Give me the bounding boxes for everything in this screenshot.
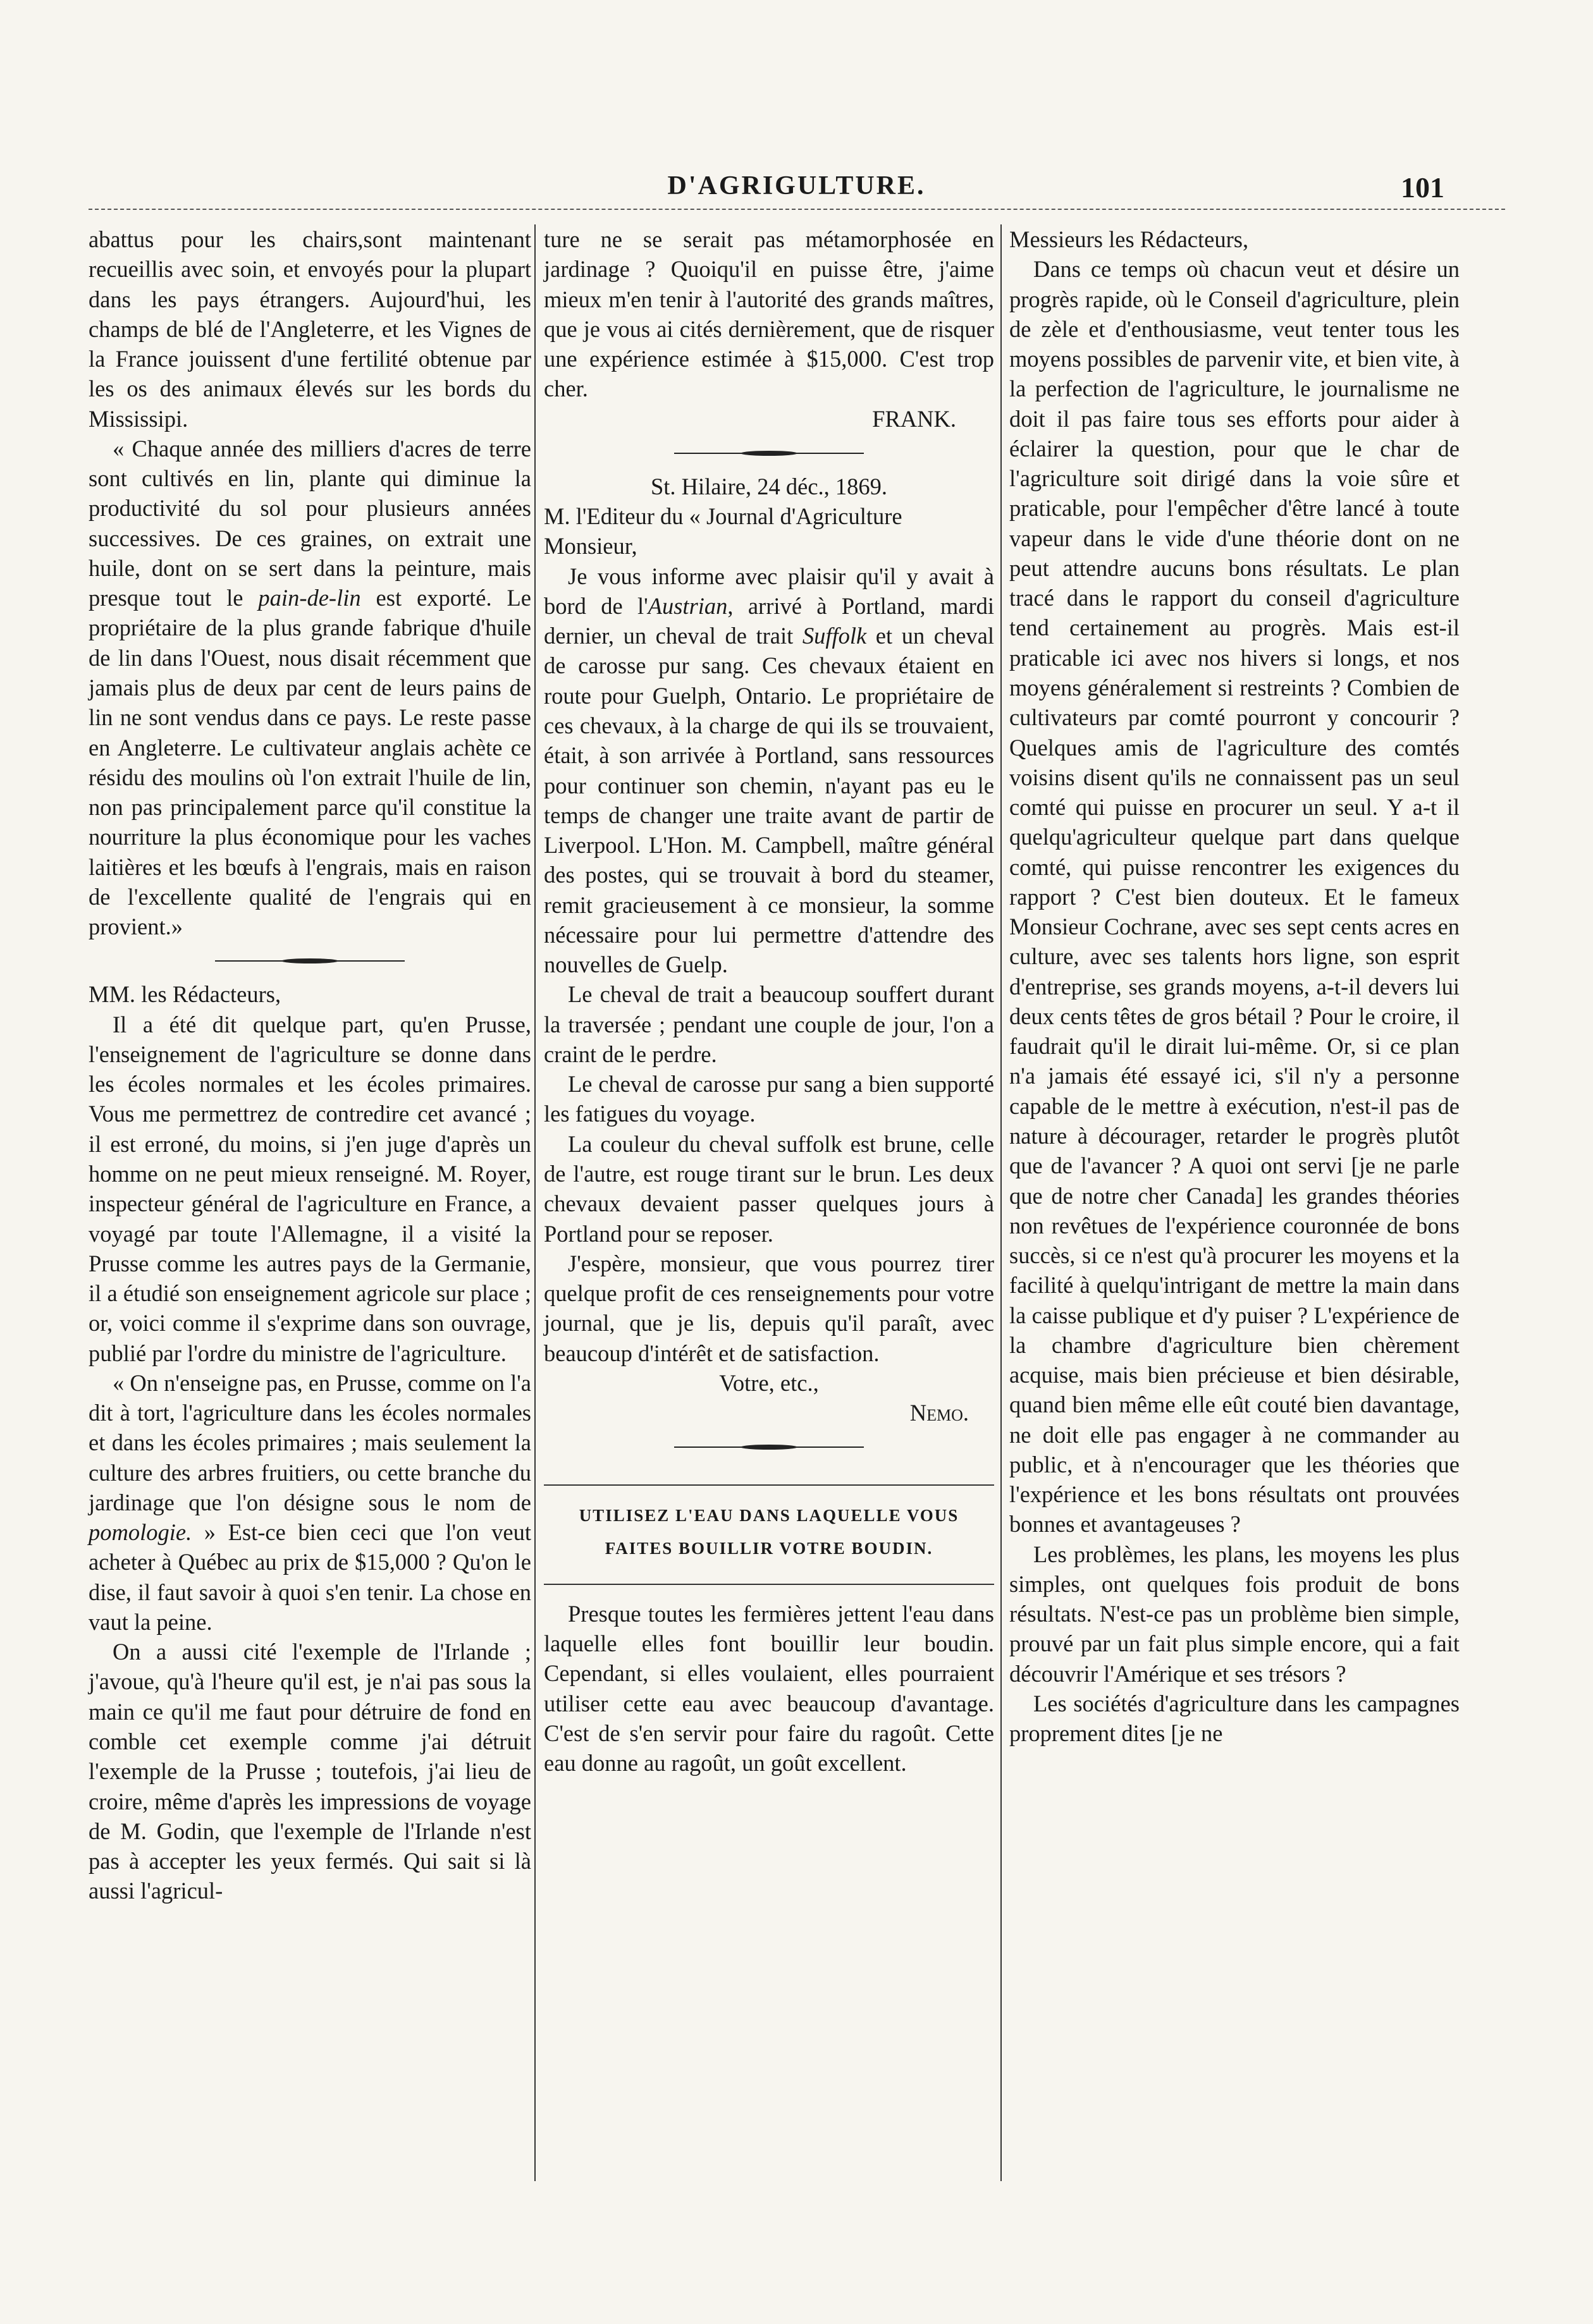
headline-line-1: UTILISEZ L'EAU DANS LAQUELLE VOUS [579,1506,959,1526]
col2-salutation: Monsieur, [544,533,637,560]
signature-nemo: Nemo. [909,1400,969,1426]
headline-line-2: FAITES BOUILLIR VOTRE BOUDIN. [605,1538,933,1558]
column-3 [1009,224,1460,1749]
col3-paragraph-1: Dans ce temps où chacun veut et désire un progrès rapide, où le Conseil d'agriculture, plein de zèle et d'enthousiasme, veut tenter tous les moyens possibles de parvenir vite, et bien vite, à la perfection de l'agriculture, le journalisme ne doit il pas faire tous ses efforts pour aider à éclairer la question, pour que le char de l'agriculture soit dirigé dans la voie sûre et praticable, pour l'empêcher d'être lancé à toute vapeur dans le vide d'une théorie dont on ne peut attendre aucuns bons résultats. Le plan tracé dans le rapport du conseil d'agriculture tend certainement au progrès. Mais est-il praticable ici avec nos hivers si longs, et nos moyens généralement si restreints ? Combien de cultivateurs par comté pourront y concourir ? Quelques amis de l'agriculture des comtés voisins disent qu'ils ne connaissent pas un seul comté qui puisse en procurer un seul. Y a-t il quelqu'agriculteur quelque part dans quelque comté, qui puisse rencontrer les exigences du rapport ? C'est bien douteux. Et le fameux Monsieur Cochrane, avec ses sept cents acres en culture, avec ses talents hors ligne, son esprit d'entreprise, ses grands moyens, a-t-il devers lui deux cents têtes de gros bétail ? Pour le croire, il faudrait qu'il le dirait lui-même. Or, si ce plan n'a jamais été essayé ici, s'il n'y a personne capable de le mettre à exécution, n'est-il pas de nature à décourager, retarder le progrès plutôt que de l'avancer ? A quoi ont servi [je ne parle que de notre cher Canada] les grandes théories non revêtues de l'expérience couronnée de bons succès, si ce n'est qu'à procurer les moyens et la facilité à quelqu'intrigant de mettre la main dans la caisse publique et d'y puiser ? L'expérience de la chambre d'agriculture bien chèrement acquise, mais bien précieuse et bien désirable, quand bien même elle eût couté bien davantage, ne doit elle pas engager à ne commander au public, et à n'encourager que les théories que l'expérience et les bons résultats ont prouvées bonnes et avantageuses ? [1009,256,1460,1538]
col1-p4-emphasis: pomologie. [89,1519,192,1546]
headline-rule [544,1484,994,1486]
col2-p2-text-b: , arrivé à Portland, mardi dernier, un cheval de trait [544,592,994,649]
page-number: 101 [1401,171,1444,204]
col1-p4-text: « On n'enseigne pas, en Prusse, comme on l'a dit à tort, l'agriculture dans les écoles normales et dans les écoles primaires ; mais seulement la culture des arbres fruitiers, ou cette branche du jardinage que l'on désigne sous le nom de [89,1369,531,1515]
col1-paragraph-3: Il a été dit quelque part, qu'en Prusse, l'enseignement de l'agriculture se donne dans les écoles normales et les écoles primaires. Vous me permettrez de contredire cet avancé ; il est erroné, du moins, si j'en juge d'après un homme on ne peut mieux renseigné. M. Royer, inspecteur général de l'agriculture en France, a voyagé par toute l'Allemagne, il a visité la Prusse comme les autres pays de la Germanie, il a étudié son enseignement agricole sur place ; or, voici comme il s'exprime dans son ouvrage, publié par l'ordre du ministre de l'agriculture. [89,1011,531,1366]
running-title: D'AGRIGULTURE. [667,171,926,200]
col2-paragraph-5: La couleur du cheval suffolk est brune, celle de l'autre, est rouge tirant sur le brun. Les deux chevaux devaient passer quelques jours à Portland pour se reposer. [544,1130,994,1247]
col1-paragraph-2 [89,434,531,942]
section-separator [544,434,994,472]
col2-paragraph-4: Le cheval de carosse pur sang a bien supporté les fatigues du voyage. [544,1071,994,1127]
col2-paragraph-2 [544,561,994,980]
section-separator [544,1428,994,1465]
col2-paragraph-1: ture ne se serait pas métamorphosée en jardinage ? Quoiqu'il en puisse être, j'aime mieux m'en tenir à l'autorité des grands maîtres, que je vous ai cités dernièrement, que de risquer une expérience estimée à $15,000. C'est trop cher. [544,226,994,402]
headline-rule [544,1584,994,1585]
col1-paragraph-5: On a aussi cité l'exemple de l'Irlande ; j'avoue, qu'à l'heure qu'il est, je n'ai pas sous la main ce qu'il me faut pour détruire de fond en comble cet exemple comme j'ai détruit l'exemple de la Prusse ; toutefois, j'ai lieu de croire, même d'après les impressions de voyage de M. Godin, que l'exemple de l'Irlande n'est pas à accepter les yeux fermés. Qui sait si là aussi l'agricul- [89,1639,531,1904]
col3-paragraph-2: Les problèmes, les plans, les moyens les plus simples, ont quelques fois produit de bons résultats. N'est-ce pas un problème bien simple, prouvé par un fait plus simple encore, qui a fait découvrir l'Amérique et ses trésors ? [1009,1541,1460,1687]
col1-paragraph-4 [89,1368,531,1637]
column-1 [89,224,531,1906]
breed-name: Suffolk [802,623,867,649]
address-line: M. l'Editeur du « Journal d'Agriculture [544,503,902,530]
col2-p2-text-a: Je vous informe avec plaisir qu'il y avait à bord de l' [544,563,994,619]
col1-paragraph-1: abattus pour les chairs,sont maintenant recueillis avec soin, et envoyés pour la plupart dans les pays étrangers. Aujourd'hui, les champs de blé de l'Angleterre, et les Vignes de la France jouissent d'une fertilité obtenue par les os des animaux élevés sur les bords du Mississipi. [89,226,531,432]
section-separator [89,941,531,979]
closing: Votre, etc., [719,1369,819,1396]
col2-p2-text-c: et un cheval de carosse pur sang. Ces chevaux étaient en route pour Guelph, Ontario. Le propriétaire de ces chevaux, à la charge de qui ils se trouvaient, était, à son arrivée à Portland, sans ressources pour continuer son chemin, n'ayant pas eu le temps de changer une traite avant de partir de Liverpool. L'Hon. M. Campbell, maître général des postes, qui se trouvait à bord du steamer, remit gracieusement à ce monsieur, la somme nécessaire pour lui permettre d'attendre des nouvelles de Guelp. [544,623,995,978]
col1-p2-text: « Chaque année des milliers d'acres de terre sont cultivés en lin, plante qui diminue la productivité du sol pour plusieurs années successives. De ces graines, on extrait une huile, dont on se sert dans la peinture, mais presque tout le [89,435,531,611]
running-head [89,171,1504,209]
col1-p4-tail: » Est-ce bien ceci que l'on veut acheter à Québec au prix de $15,000 ? Qu'on le dise, il faut savoir à quoi s'en tenir. La chose en vaut la peine. [89,1519,532,1635]
col1-p2-emphasis: pain-de-lin [258,585,361,611]
col3-paragraph-3: Les sociétés d'agriculture dans les campagnes proprement dites [je ne [1009,1691,1460,1747]
header-rule [89,209,1505,210]
col1-p2-tail: est exporté. Le propriétaire de la plus grande fabrique d'huile de lin dans l'Ouest, nous disait récemment que jamais plus de deux par cent de leurs pains de lin ne sont vendus dans ce pays. Le reste passe en Angleterre. Le cultivateur anglais achète ce résidu des moulins où l'on extrait l'huile de lin, non pas principalement parce qu'il constitue la nourriture la plus économique pour les vaches laitières et les bœufs à l'engrais, mais en raison de l'excellente qualité de l'engrais qui en provient.» [89,585,532,940]
column-rule-1 [534,224,536,2181]
col2-paragraph-3: Le cheval de trait a beaucoup souffert durant la traversée ; pendant une couple de jour, l'on a craint de le perdre. [544,981,994,1067]
ship-name: Austrian [648,592,728,619]
column-2 [544,224,994,1778]
column-rule-2 [1000,224,1002,2181]
article-headline [544,1500,994,1565]
col2-paragraph-6: J'espère, monsieur, que vous pourrez tirer quelque profit de ces renseignements pour votre journal, que je lis, depuis qu'il paraît, avec beaucoup d'intérêt et de satisfaction. [544,1250,994,1366]
signature-frank: FRANK. [872,405,956,432]
col3-salutation: Messieurs les Rédacteurs, [1009,226,1249,252]
dateline: St. Hilaire, 24 déc., 1869. [650,473,888,499]
col1-salutation: MM. les Rédacteurs, [89,981,281,1008]
col2-paragraph-7: Presque toutes les fermières jettent l'eau dans laquelle elles font bouillir leur boudin. Cependant, si elles voulaient, elles pourraient utiliser cette eau avec beaucoup d'avantage. C'est de s'en servir pour faire du ragoût. Cette eau donne au ragoût, un goût excellent. [544,1600,994,1777]
